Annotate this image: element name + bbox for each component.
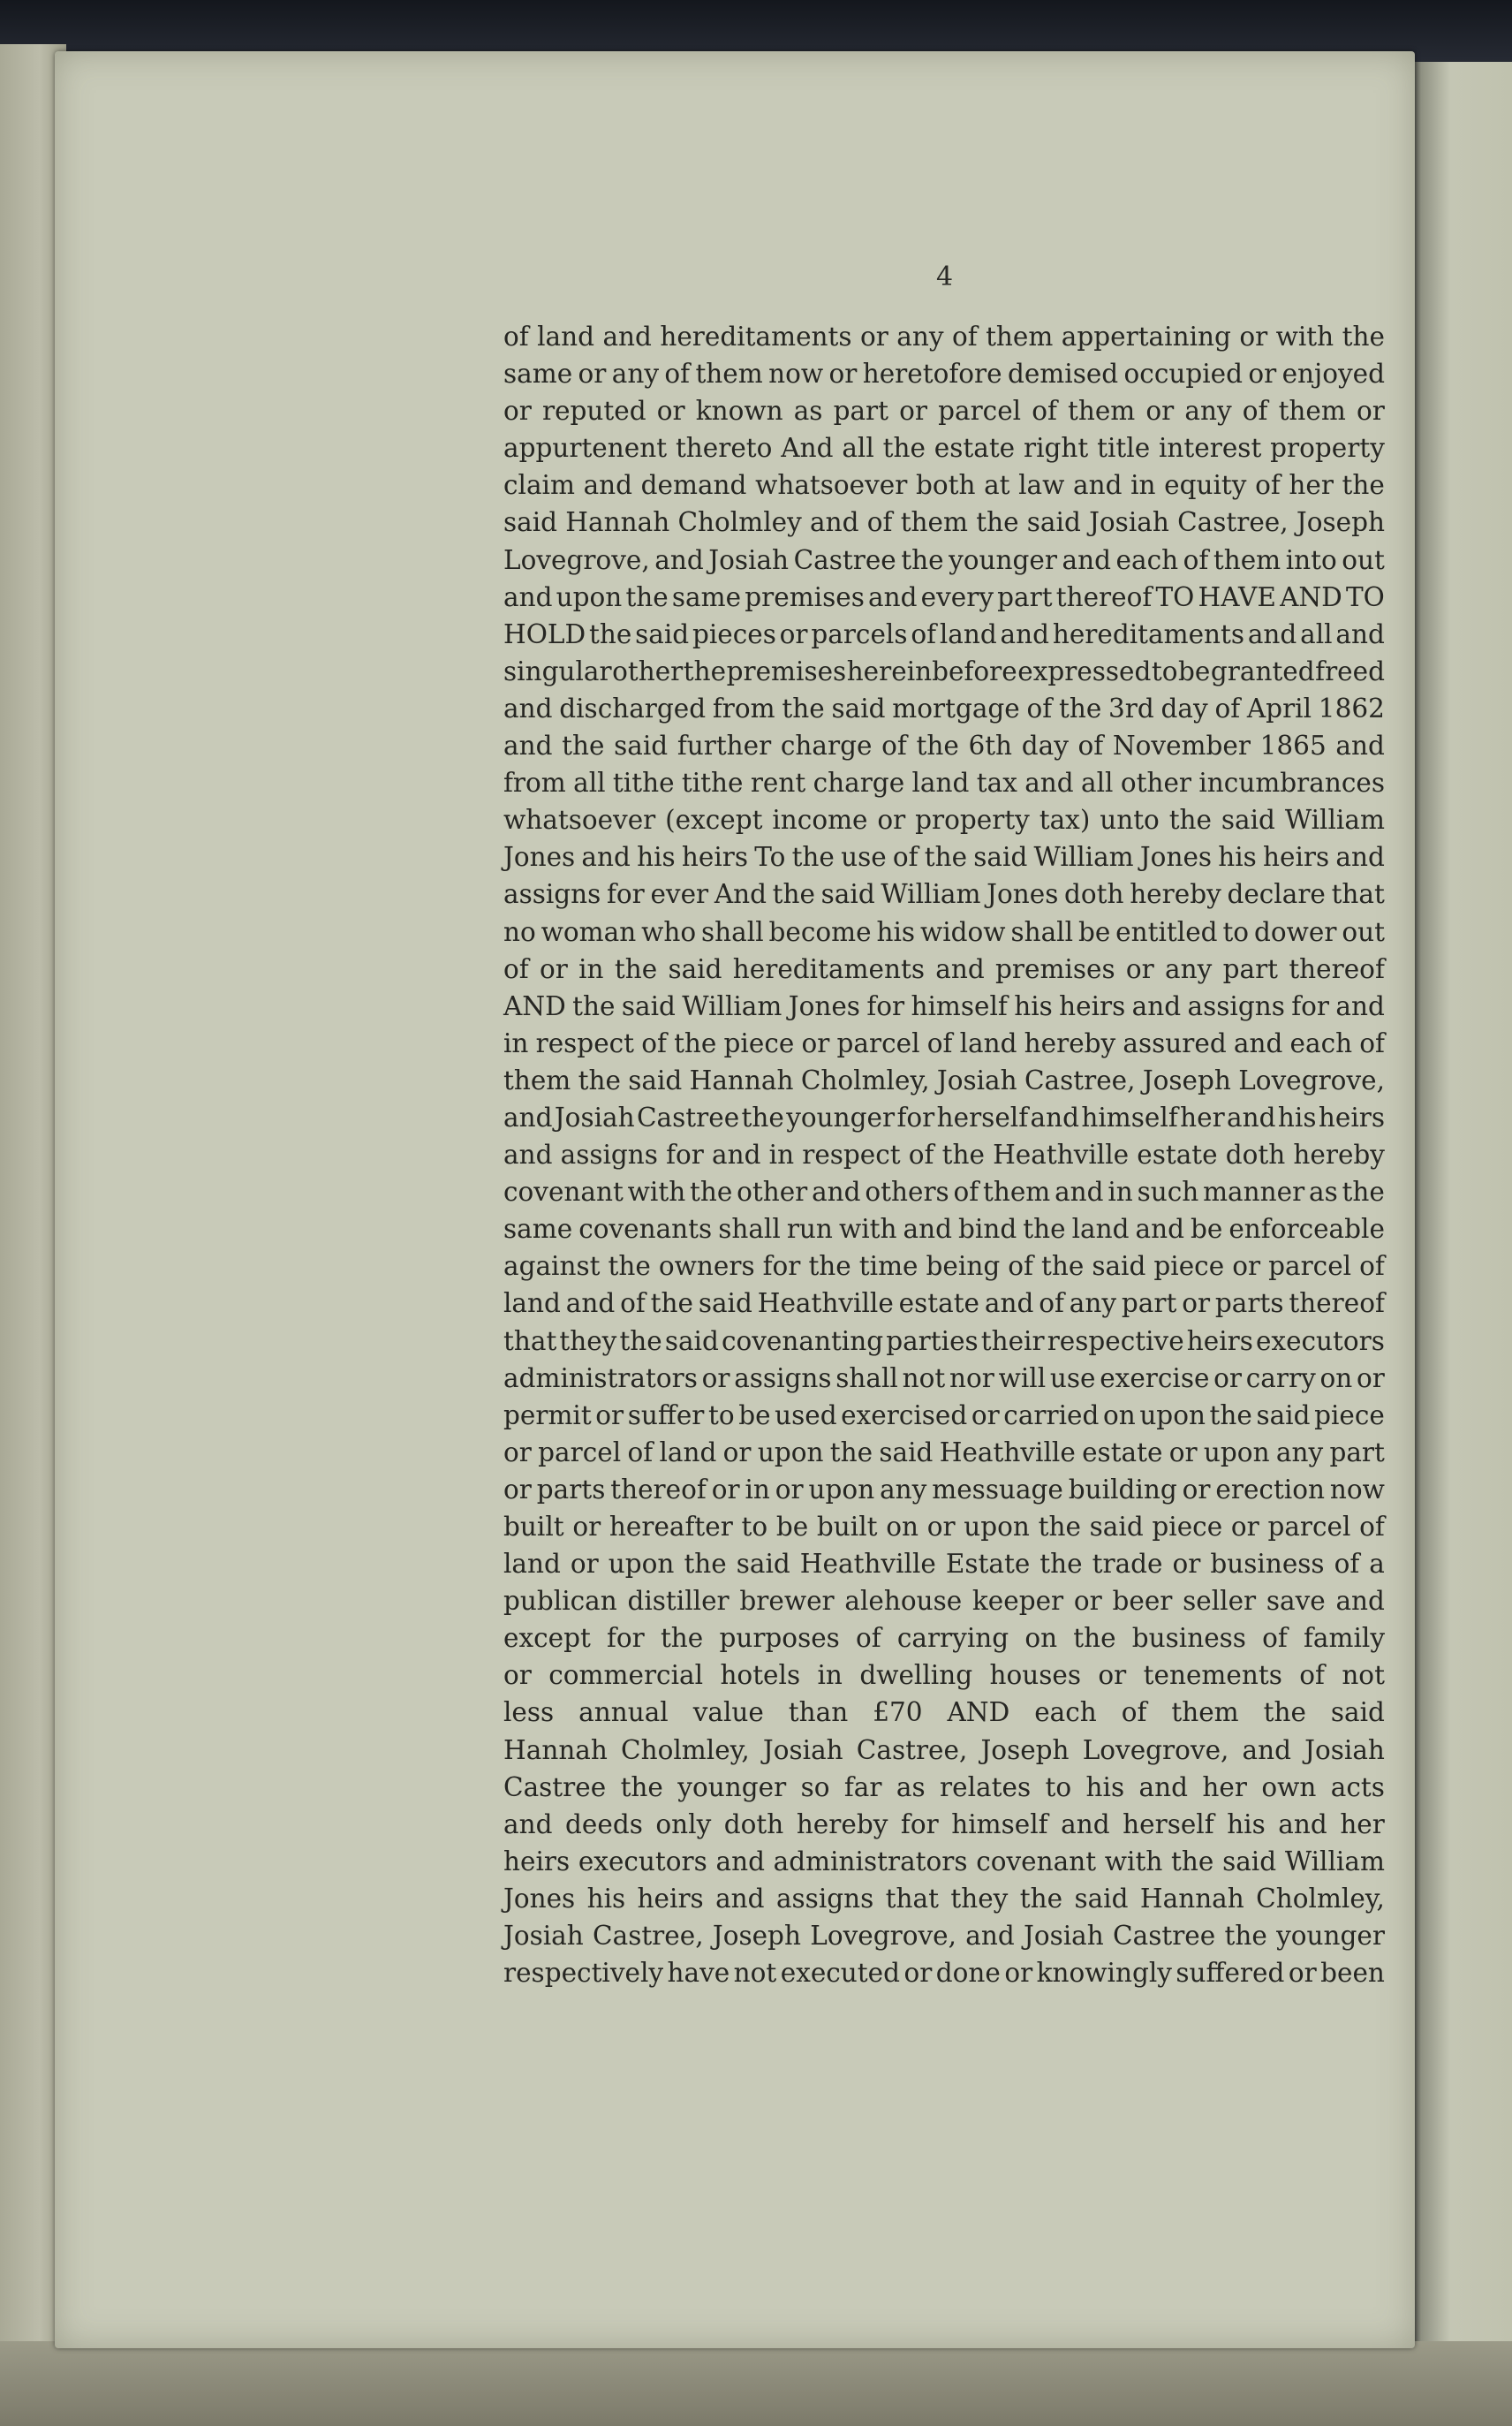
text-line: assigns for ever And the said William Jones doth hereby declare that (503, 879, 1385, 910)
text-line: publican distiller brewer alehouse keeper or beer seller save and (503, 1586, 1385, 1617)
text-line: Castree the younger so far as relates to his and her own acts (503, 1771, 1385, 1802)
text-line: against the owners for the time being of the said piece or parcel of (503, 1251, 1385, 1282)
text-line: in respect of the piece or parcel of land hereby assured and each of (503, 1027, 1385, 1058)
text-line: or reputed or known as part or parcel of them or any of them or (503, 396, 1385, 427)
text-line: permit or suffer to be used exercised or carried on upon the said piece (503, 1399, 1385, 1430)
text-line: AND the said William Jones for himself his heirs and assigns for and (503, 990, 1385, 1021)
text-line: same covenants shall run with and bind the land and be enforceable (503, 1214, 1385, 1245)
text-line: from all tithe tithe rent charge land tax and all other incumbrances (503, 768, 1385, 799)
adjacent-page-edge-right (1409, 62, 1512, 2359)
text-line: and assigns for and in respect of the Heathville estate doth hereby (503, 1140, 1385, 1171)
text-line: built or hereafter to be built on or upon the said piece or parcel of (503, 1512, 1385, 1542)
text-line: covenant with the other and others of them and in such manner as the (503, 1177, 1385, 1208)
text-line: Hannah Cholmley, Josiah Castree, Joseph Lovegrove, and Josiah (503, 1734, 1385, 1765)
text-line: heirs executors and administrators covenant with the said William (503, 1846, 1385, 1876)
text-line: of land and hereditaments or any of them appertaining or with the (503, 322, 1385, 352)
text-line: and discharged from the said mortgage of the 3rd day of April 1862 (503, 693, 1385, 724)
text-line: Lovegrove, and Josiah Castree the younger and each of them into out (503, 544, 1385, 575)
text-line: Jones his heirs and assigns that they the said Hannah Cholmley, (503, 1883, 1385, 1914)
text-line: and the said further charge of the 6th day of November 1865 and (503, 731, 1385, 762)
text-line: or commercial hotels in dwelling houses or tenements of not (503, 1660, 1385, 1691)
text-line: administrators or assigns shall not nor will use exercise or carry on or (503, 1362, 1385, 1393)
text-line: or parts thereof or in or upon any messuage building or erection now (503, 1474, 1385, 1505)
text-line: that they the said covenanting parties their respective heirs executors (503, 1325, 1385, 1356)
text-line: singular other the premises hereinbefore expressed to be granted freed (503, 656, 1385, 686)
text-line: HOLD the said pieces or parcels of land and hereditaments and all and (503, 618, 1385, 649)
text-line: and deeds only doth hereby for himself and herself his and her (503, 1808, 1385, 1839)
text-line: respectively have not executed or done or knowingly suffered or been (503, 1958, 1385, 1989)
text-line: or parcel of land or upon the said Heathville estate or upon any part (503, 1437, 1385, 1467)
text-line: land and of the said Heathville estate and of any part or parts thereof (503, 1288, 1385, 1319)
text-line: of or in the said hereditaments and premises or any part thereof (503, 953, 1385, 984)
text-line: Josiah Castree, Joseph Lovegrove, and Josiah Castree the younger (503, 1921, 1385, 1952)
page-number: 4 (936, 262, 954, 292)
text-line: Jones and his heirs To the use of the said William Jones his heirs and (503, 842, 1385, 873)
text-line: less annual value than £70 AND each of them the said (503, 1697, 1385, 1728)
text-line: land or upon the said Heathville Estate the trade or business of a (503, 1549, 1385, 1580)
body-text (503, 318, 1385, 1991)
text-line: same or any of them now or heretofore demised occupied or enjoyed (503, 359, 1385, 390)
text-line: appurtenent thereto And all the estate right title interest property (503, 433, 1385, 464)
text-line: them the said Hannah Cholmley, Josiah Castree, Joseph Lovegrove, (503, 1065, 1385, 1095)
text-line: said Hannah Cholmley and of them the said Josiah Castree, Joseph (503, 507, 1385, 538)
scan-background-bottom (0, 2341, 1512, 2426)
text-line: no woman who shall become his widow shall be entitled to dower out (503, 916, 1385, 947)
text-line: and Josiah Castree the younger for herself and himself her and his heirs (503, 1102, 1385, 1133)
text-line: and upon the same premises and every part thereof TO HAVE AND TO (503, 581, 1385, 612)
text-line: claim and demand whatsoever both at law and in equity of her the (503, 470, 1385, 501)
text-line: whatsoever (except income or property tax) unto the said William (503, 805, 1385, 836)
text-line: except for the purposes of carrying on the business of family (503, 1623, 1385, 1654)
